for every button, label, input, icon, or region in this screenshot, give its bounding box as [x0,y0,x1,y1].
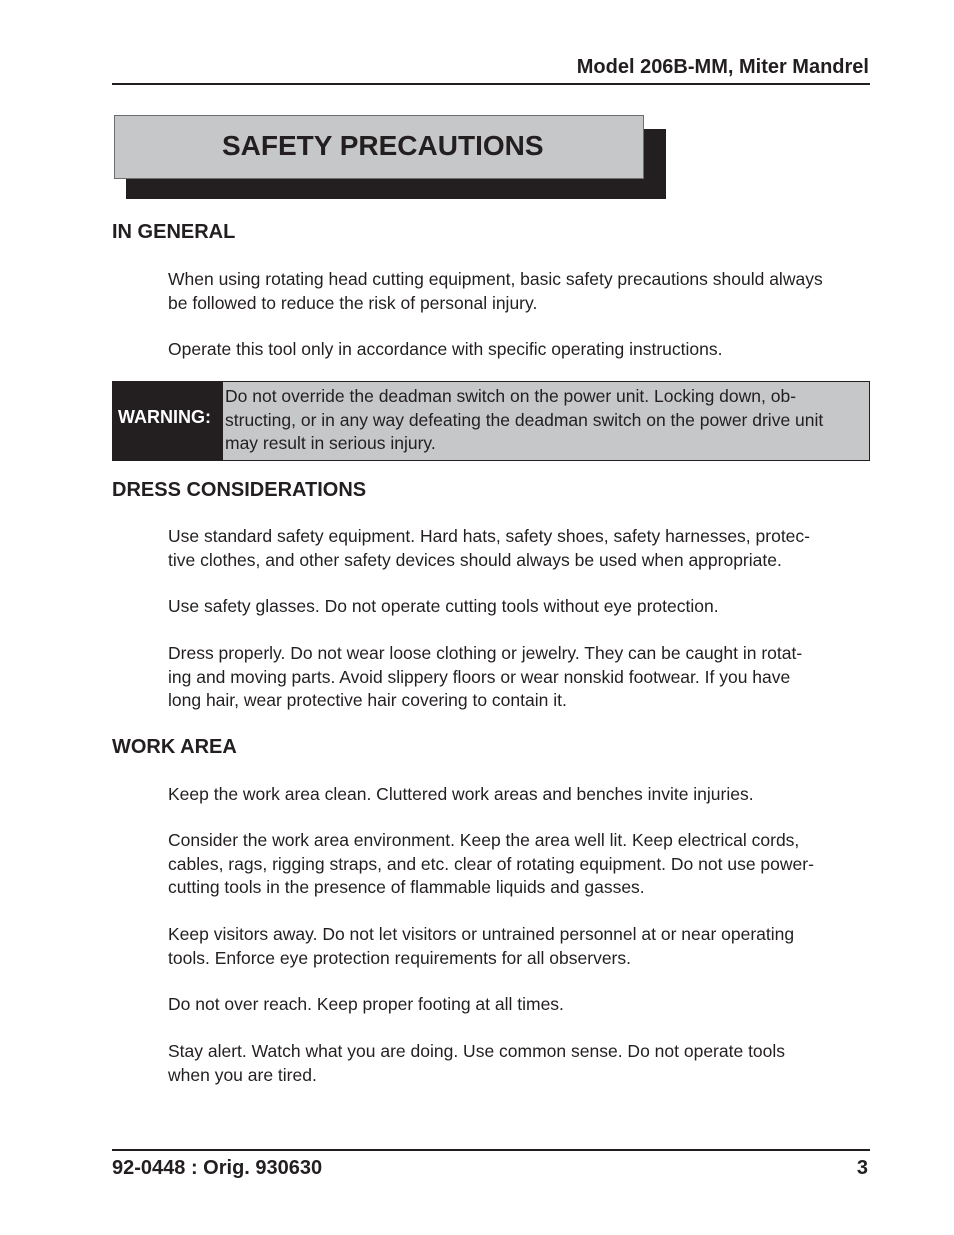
text-line: When using rotating head cutting equipment, basic safety precautions should always [168,269,823,289]
text-line: tools. Enforce eye protection requirements for all observers. [168,947,631,968]
header-divider [112,83,870,85]
text-line: Operate this tool only in accordance with specific operating instructions. [168,339,723,359]
text-line: Keep visitors away. Do not let visitors or untrained personnel at or near operating [168,924,795,944]
paragraph-work-3 [168,923,873,970]
paragraph-work-1 [168,783,873,807]
text-line: ing and moving parts. Avoid slippery floors or wear nonskid footwear. If you have [168,666,791,687]
text-line: be followed to reduce the risk of personal injury. [168,292,538,313]
section-heading-dress-considerations: DRESS CONSIDERATIONS [112,479,367,501]
warning-label: WARNING: [118,407,211,427]
paragraph-general-1 [168,268,873,315]
warning-text [225,385,823,456]
text-line: Do not override the deadman switch on the power unit. Locking down, ob- [225,386,797,406]
text-line: Stay alert. Watch what you are doing. Use common sense. Do not operate tools [168,1041,786,1061]
paragraph-dress-2 [168,595,873,619]
text-line: Do not over reach. Keep proper footing at all times. [168,994,564,1014]
warning-label-cell [113,382,223,460]
text-line: structing, or in any way defeating the deadman switch on the power drive unit [225,409,824,430]
text-line: Use safety glasses. Do not operate cutting tools without eye protection. [168,596,719,616]
text-line: cutting tools in the presence of flammable liquids and gasses. [168,877,645,897]
text-line: Keep the work area clean. Cluttered work areas and benches invite injuries. [168,784,754,804]
text-line: long hair, wear protective hair covering to contain it. [168,690,567,710]
text-line: Dress properly. Do not wear loose clothing or jewelry. They can be caught in rotat- [168,643,803,663]
footer-page-number: 3 [856,1157,868,1179]
paragraph-work-5 [168,1040,873,1087]
paragraph-dress-1 [168,525,873,572]
text-line: when you are tired. [168,1064,317,1085]
text-line: tive clothes, and other safety devices should always be used when appropriate. [168,549,782,570]
section-heading-in-general: IN GENERAL [112,221,236,243]
text-line: Consider the work area environment. Keep the area well lit. Keep electrical cords, [168,830,800,850]
title-box [114,115,644,179]
footer-divider [112,1149,870,1151]
paragraph-general-2 [168,338,873,362]
text-line: may result in serious injury. [225,433,436,453]
section-heading-work-area: WORK AREA [112,736,237,758]
paragraph-work-4 [168,993,873,1017]
page-title: SAFETY PRECAUTIONS [222,130,544,161]
paragraph-work-2 [168,829,873,900]
text-line: Use standard safety equipment. Hard hats, safety shoes, safety harnesses, protec- [168,526,810,546]
warning-box [112,381,870,461]
document-header-title: Model 206B-MM, Miter Mandrel [576,56,869,78]
paragraph-dress-3 [168,642,873,713]
text-line: cables, rags, rigging straps, and etc. clear of rotating equipment. Do not use power- [168,853,814,874]
footer-document-number: 92-0448 : Orig. 930630 [112,1157,323,1179]
